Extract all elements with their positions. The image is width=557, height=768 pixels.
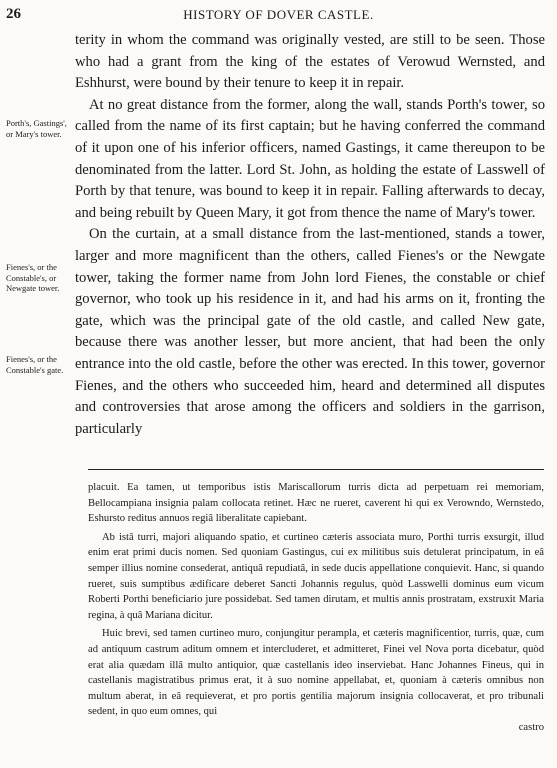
footnote-paragraph: Huic brevi, sed tamen curtineo muro, conjungitur perampla, et cæteris magnificentior, turris, quæ, cum ad antiquum castrum aditum omnem et intercluderet, et admitteret, Finei vel Nova porta dicebatur, quòd erat alia quædam illâ multo antiquior, quæ castellanis ideo inserviebat. Hanc Johannes Fineus, qui in castellanis magistratibus primus erat, it à suo nomine appellabat, et, quoniam à cæteris omnibus non multum aberat, in eâ requieverat, et pro portis gentilia majorum insignia collocaverat, et pro tribunali sedent, in quo eum omnes, qui	[88, 628, 544, 718]
page-header	[0, 4, 557, 26]
paragraph: On the curtain, at a small distance from the last-mentioned, stands a tower, larger and more magnificent than the others, called Fienes's or the Newgate tower, taking the former name from John lord Fienes, the constable or chief governor, who took up his residence in it, and had his arms on it, fronting the gate, which was the principal gate of the old castle, and called New gate, because there was another lesser, but more ancient, that had been the only entrance into the old castle, before the other was erected. In this tower, governor Fienes, and the others who succeeded him, heard and determined all disputes and controversies that arose among the officers and soldiers in the garrison, particularly	[75, 226, 545, 437]
footnote-divider	[88, 469, 544, 470]
page-number: 26	[6, 6, 21, 22]
running-title: HISTORY OF DOVER CASTLE.	[183, 7, 374, 22]
side-note: Fienes's, or the Constable's gate.	[6, 354, 64, 375]
footnote-paragraph: Ab istâ turri, majori aliquando spatio, et curtineo cæteris associata muro, Porthi turris exsurgit, illud enim erat primi ducis nomen. Sed quoniam Gastingus, cui ex militibus suis detulerat principatum, in eâ semper illius nomine consederat, antiquâ repudiatâ, in sede ducis appellatione conquievit. Hanc, si quando rueret, suis sumptibus ædificare deberet Sancti Johannis regulus, quòd Lasswelli dominus eum vicum Roberti Porthi beneficiario jure possidebat. Sed tamen dirutam, et multis annis prostratam, exstruxit Maria regina, à quâ Mariana dicitur.	[88, 531, 544, 621]
main-text	[75, 30, 545, 440]
catchword: castro	[518, 721, 544, 733]
footnote-paragraph: placuit. Ea tamen, ut temporibus istis Mariscallorum turris dicta ad perpetuam rei memoriam, Bellocampiana insignia palam collocata retinet. Hæc ne rueret, caverent hi qui ex Verowndo, Wernstedo, Eshursto reditus annuos regiâ liberalitate capiebant.	[88, 482, 544, 525]
side-note: Porth's, Gastings', or Mary's tower.	[6, 118, 67, 139]
side-note: Fienes's, or the Constable's, or Newgate tower.	[6, 262, 60, 293]
latin-footnote	[88, 480, 544, 736]
paragraph: At no great distance from the former, along the wall, stands Porth's tower, so called from the name of its first captain; but he having conferred the command of it upon one of his inferior officers, named Gastings, it came thereupon to be denominated from the latter. Lord St. John, as holding the estate of Lasswell of Porth by that tenure, was bound to keep it in repair. Falling afterwards to decay, and being rebuilt by Queen Mary, it got from thence the name of Mary's tower.	[75, 96, 545, 221]
paragraph: terity in whom the command was originally vested, are still to be seen. Those who had a grant from the king of the estates of Verowud Wernsted, and Eshhurst, were bound by their tenure to keep it in repair.	[75, 32, 545, 92]
